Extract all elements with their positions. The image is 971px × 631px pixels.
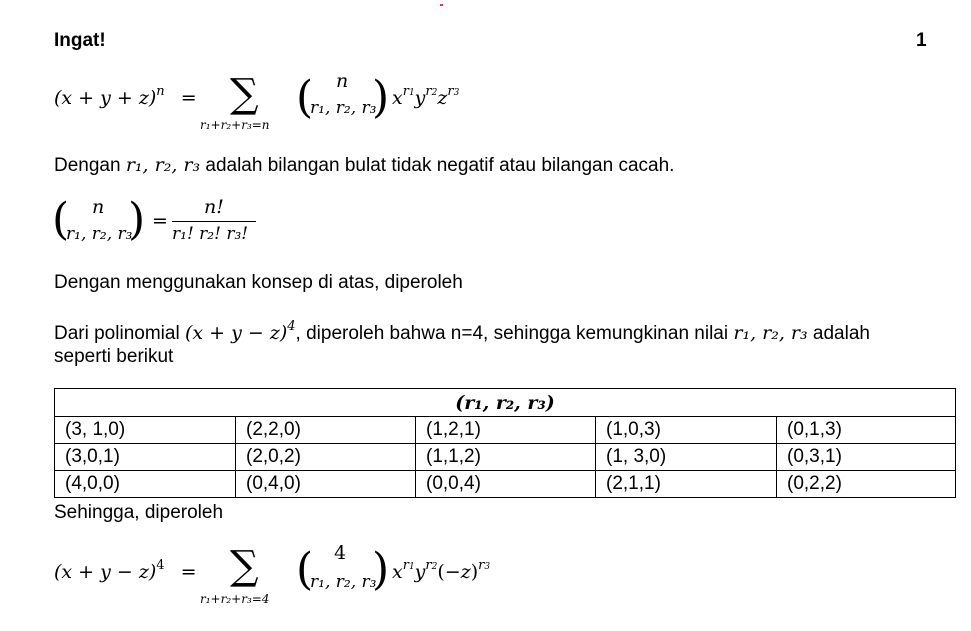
sigma-symbol: ∑ [230, 71, 259, 117]
table-cell: (3, 1,0) [55, 417, 236, 444]
table-row [55, 471, 956, 498]
right-paren: ) [128, 194, 146, 245]
paragraph-using-concept: Dengan menggunakan konsep di atas, diperoleh [54, 272, 463, 293]
formula2-denominator: r₁! r₂! r₃! [172, 224, 249, 244]
table-header-row [55, 389, 956, 417]
right-paren: ) [372, 544, 390, 595]
table-cell: (0,3,1) [777, 444, 956, 471]
formula-multinomial-coefficient [54, 192, 314, 252]
left-paren: ( [52, 194, 70, 245]
table-cell: (0,1,3) [777, 417, 956, 444]
table-cell: (1,0,3) [596, 417, 777, 444]
formula2-binom-top: n [92, 196, 105, 218]
red-dot-marker [440, 4, 443, 6]
table-cell: (0,2,2) [777, 471, 956, 498]
formula3-lhs: $(x + y - z)^4$ = [54, 558, 197, 583]
table-cell: (4,0,0) [55, 471, 236, 498]
formula-multinomial-expansion [54, 70, 554, 140]
table-cell: (0,0,4) [416, 471, 596, 498]
left-paren: ( [296, 72, 314, 123]
table-row [55, 417, 956, 444]
table-row [55, 444, 956, 471]
paragraph-polynomial-line2: seperti berikut [54, 346, 174, 367]
formula3-binom-top: 4 [334, 542, 347, 564]
table-cell: (1,1,2) [416, 444, 596, 471]
r-values-table [54, 388, 956, 498]
table-cell: (3,0,1) [55, 444, 236, 471]
paragraph-polynomial: Dari polinomial $(x + y - z)^4$, diperoleh bahwa n=4, sehingga kemungkinan nilai r₁, r₂, r₃ adalah [54, 319, 870, 344]
paragraph-definition: Dengan r₁, r₂, r₃ adalah bilangan bulat tidak negatif atau bilangan cacah. [54, 154, 675, 176]
formula1-binom-bottom: r₁, r₂, r₃ [310, 98, 377, 118]
formula1-lhs: $(x + y + z)^n$ = [54, 84, 197, 109]
table-cell: (0,4,0) [236, 471, 416, 498]
page-number: 1 [916, 30, 927, 51]
sigma-symbol: ∑ [230, 543, 259, 589]
table-header: (r₁, r₂, r₃) [55, 389, 956, 417]
paragraph-hence: Sehingga, diperoleh [54, 502, 224, 523]
formula2-eq: = [152, 210, 168, 232]
formula3-binom-bottom: r₁, r₂, r₃ [310, 572, 377, 592]
formula3-sum-subscript: r₁+r₂+r₃=4 [200, 592, 270, 606]
formula1-binom-top: n [336, 70, 349, 92]
formula2-numerator: n! [204, 196, 224, 218]
table-cell: (2,0,2) [236, 444, 416, 471]
table-cell: (1,2,1) [416, 417, 596, 444]
fraction-bar [172, 221, 256, 222]
table-cell: (2,1,1) [596, 471, 777, 498]
heading: Ingat! [54, 30, 106, 51]
table-cell: (2,2,0) [236, 417, 416, 444]
formula1-sum-subscript: r₁+r₂+r₃=n [200, 118, 270, 132]
formula-result-expansion [54, 540, 574, 614]
right-paren: ) [372, 72, 390, 123]
formula2-binom-bottom: r₁, r₂, r₃ [66, 224, 133, 244]
left-paren: ( [296, 544, 314, 595]
table-cell: (1, 3,0) [596, 444, 777, 471]
formula3-term: $x^{r1}y^{r2}(-z)^{r3}$ [392, 558, 491, 583]
formula1-term: $x^{r1}y^{r2}z^{r3}$ [392, 84, 460, 109]
